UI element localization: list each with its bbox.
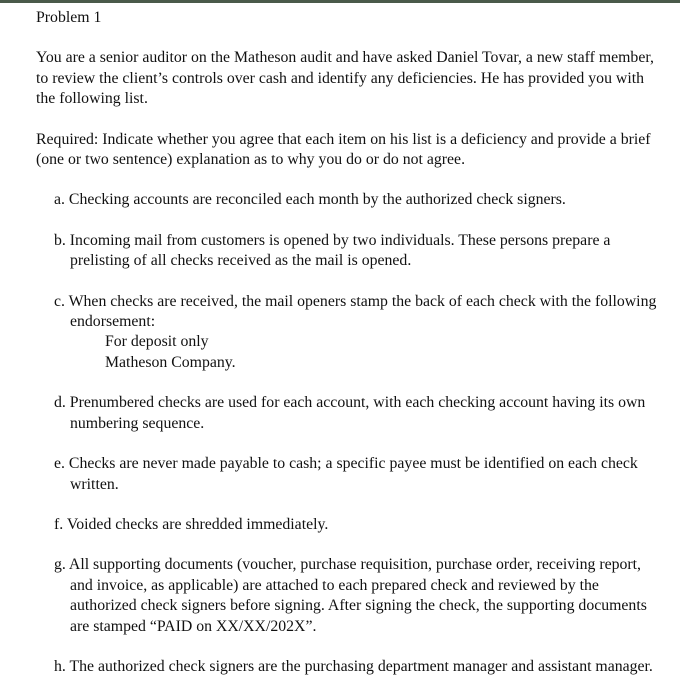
- list-item-text: d. Prenumbered checks are used for each account, with each checking account having its own numbering sequence.: [54, 394, 646, 432]
- list-item-c: [54, 292, 666, 374]
- list-item-text: c. When checks are received, the mail openers stamp the back of each check with the following endorsement:: [54, 292, 657, 331]
- list-item-f: [54, 515, 666, 535]
- list-item-h: [54, 657, 666, 677]
- list-item-text: g. All supporting documents (voucher, purchase requisition, purchase order, receiving report, and invoice, as applicable) are attached to each prepared check and reviewed by the authorized check signers before signing. After signing the check, the supporting documents are stamped “PAID on XX/XX/202X”.: [54, 556, 647, 635]
- deficiency-list: [36, 190, 666, 677]
- list-item-text: b. Incoming mail from customers is opened by two individuals. These persons prepare a prelisting of all checks received as the mail is opened.: [54, 231, 611, 270]
- required-paragraph: Required: Indicate whether you agree that each item on his list is a deficiency and provide a brief (one or two sentence) explanation as to why you do or do not agree.: [36, 130, 651, 169]
- list-item-a: [54, 190, 666, 210]
- list-item-text: a. Checking accounts are reconciled each month by the authorized check signers.: [54, 191, 566, 209]
- list-item-b: [54, 231, 666, 272]
- list-item-e: [54, 454, 666, 495]
- endorsement-line-2: Matheson Company.: [105, 353, 236, 371]
- list-item-text: f. Voided checks are shredded immediately.: [54, 515, 329, 533]
- list-item-text: h. The authorized check signers are the purchasing department manager and assistant manager.: [54, 657, 653, 675]
- top-rule: [0, 0, 680, 3]
- intro-paragraph: You are a senior auditor on the Matheson audit and have asked Daniel Tovar, a new staff member, to review the client’s controls over cash and identify any deficiencies. He has provided you with the following list.: [36, 49, 654, 108]
- list-item-text: e. Checks are never made payable to cash; a specific payee must be identified on each check written.: [54, 455, 638, 493]
- problem-title: Problem 1: [36, 9, 102, 26]
- endorsement-line-1: For deposit only: [105, 333, 209, 351]
- list-item-g: [54, 555, 666, 637]
- problem-document: [36, 8, 666, 697]
- list-item-d: [54, 393, 666, 434]
